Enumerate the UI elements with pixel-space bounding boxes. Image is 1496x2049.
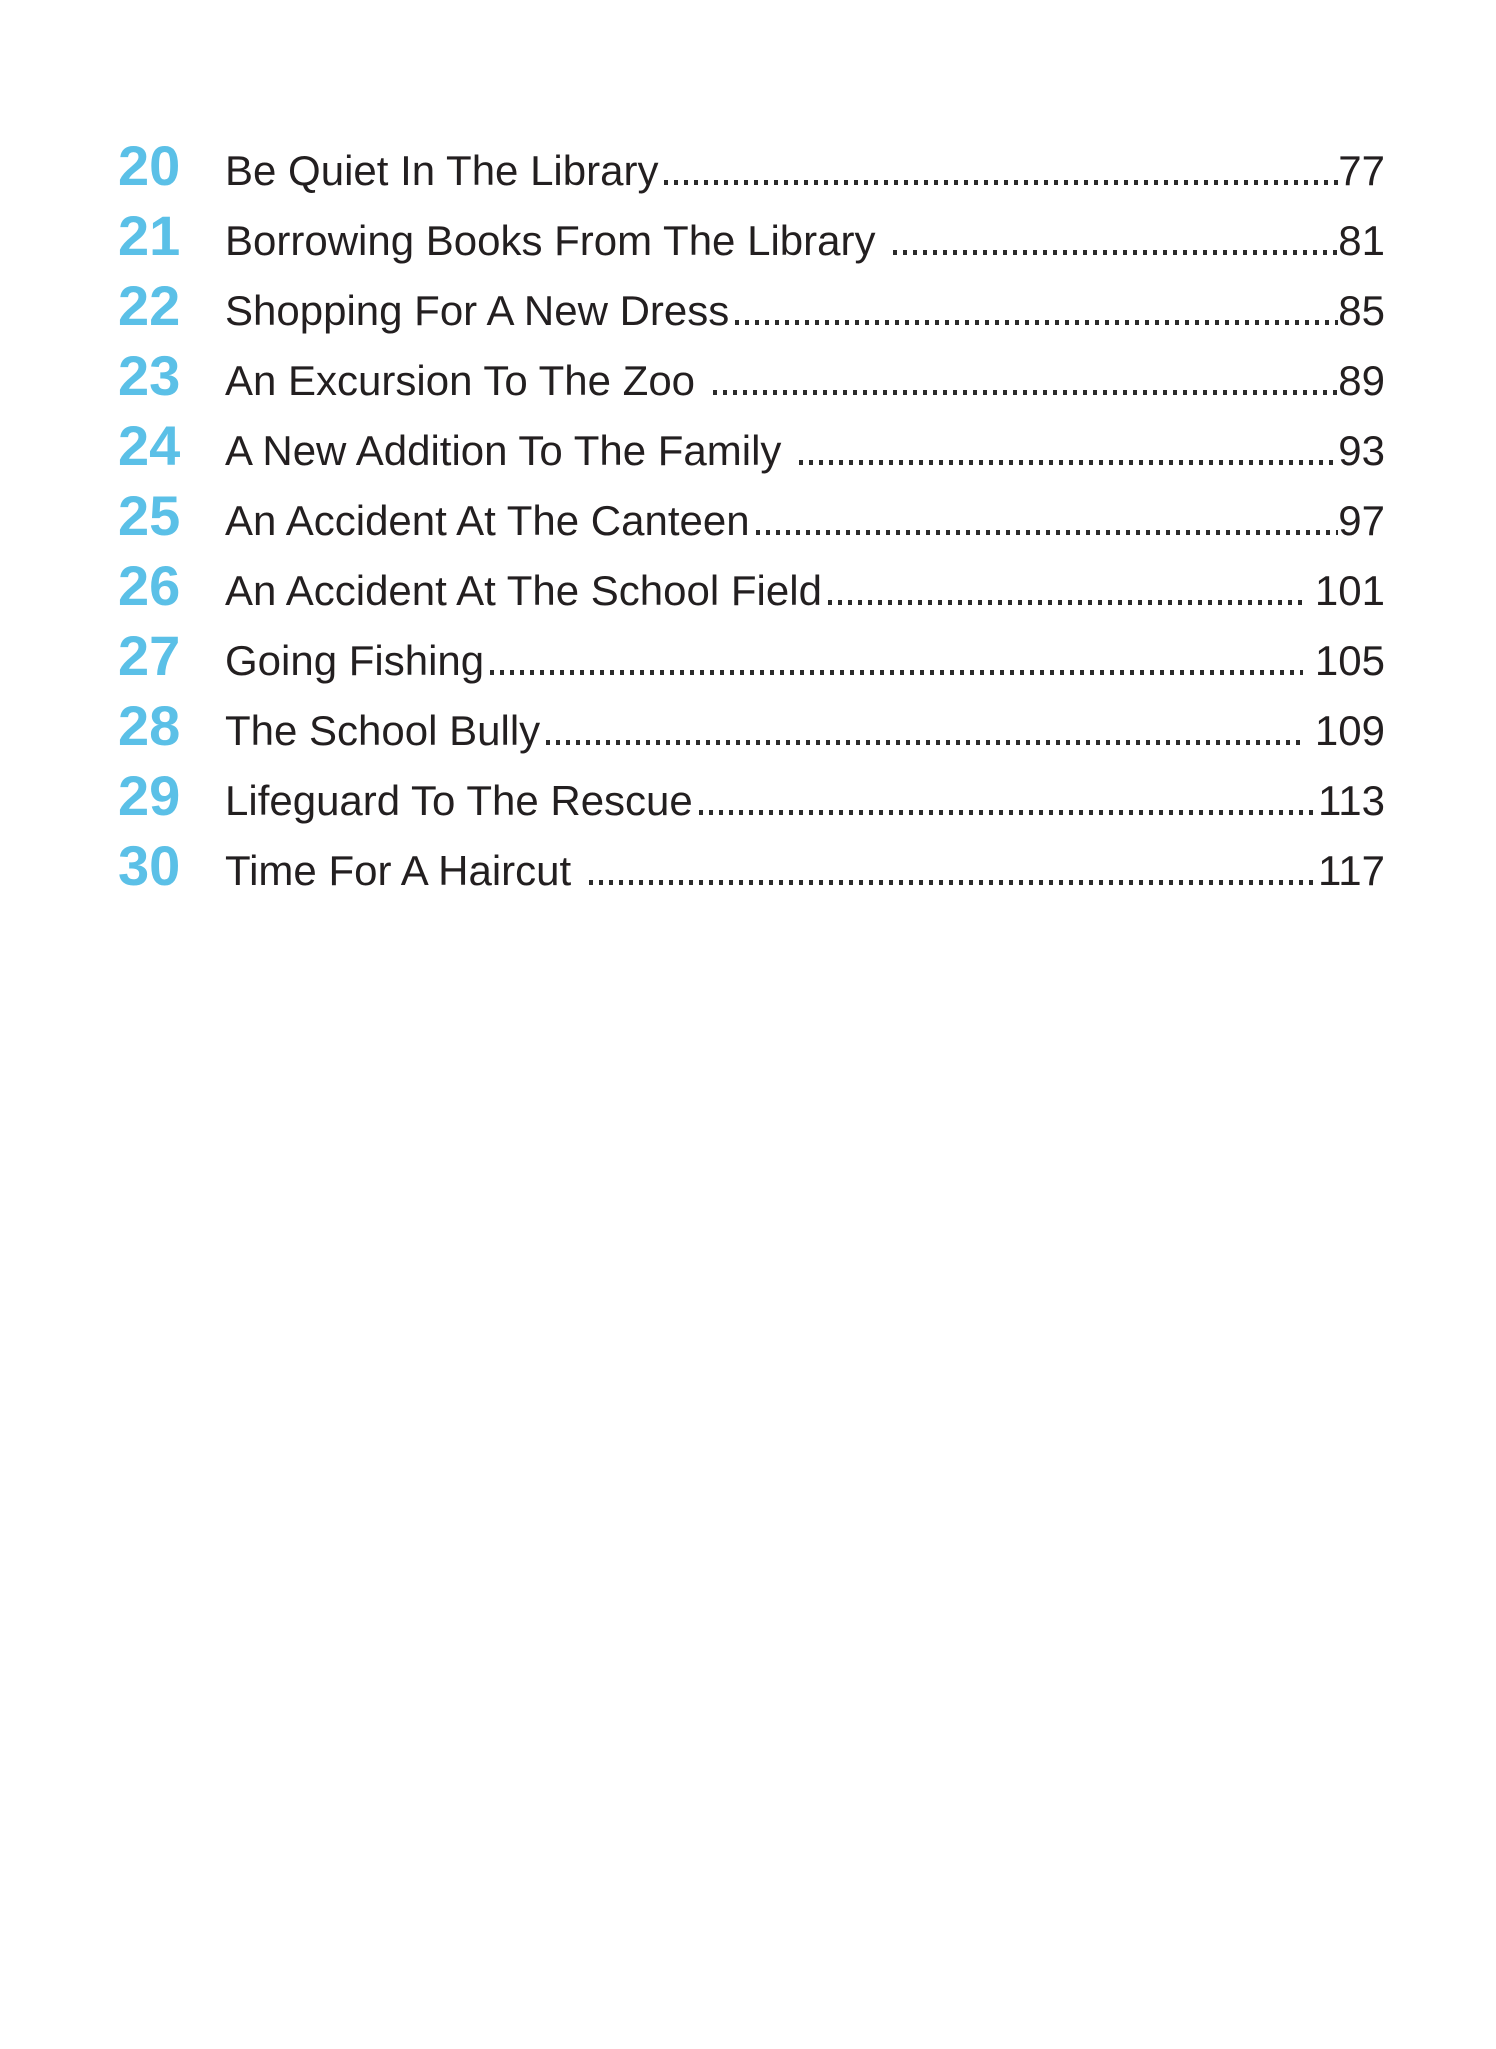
dot-leader xyxy=(828,600,1303,605)
toc-entry xyxy=(118,408,1385,478)
dot-leader xyxy=(799,460,1338,465)
chapter-number: 23 xyxy=(118,344,181,407)
chapter-number: 25 xyxy=(118,484,181,547)
chapter-number: 28 xyxy=(118,694,181,757)
toc-entry xyxy=(118,198,1385,268)
toc-entry xyxy=(118,268,1385,338)
chapter-number: 30 xyxy=(118,834,181,897)
chapter-title: An Accident At The School Field xyxy=(225,567,822,614)
dot-leader xyxy=(735,320,1338,325)
dot-leader xyxy=(664,180,1338,185)
chapter-number: 22 xyxy=(118,274,181,337)
chapter-number: 21 xyxy=(118,204,181,267)
chapter-title: Shopping For A New Dress xyxy=(225,287,730,334)
toc-entry xyxy=(118,128,1385,198)
toc-entry xyxy=(118,478,1385,548)
toc-entry xyxy=(118,338,1385,408)
chapter-number: 24 xyxy=(118,414,181,477)
page-number: 77 xyxy=(1338,147,1385,194)
page-number: 105 xyxy=(1303,637,1385,684)
chapter-title: Borrowing Books From The Library xyxy=(225,217,888,264)
page-number: 85 xyxy=(1338,287,1385,334)
dot-leader xyxy=(589,880,1318,885)
chapter-number: 27 xyxy=(118,624,181,687)
toc-entry xyxy=(118,548,1385,618)
chapter-title: Lifeguard To The Rescue xyxy=(225,777,693,824)
dot-leader xyxy=(713,390,1339,395)
page-number: 81 xyxy=(1338,217,1385,264)
chapter-title: An Accident At The Canteen xyxy=(225,497,750,544)
page-number: 89 xyxy=(1338,357,1385,404)
chapter-title: A New Addition To The Family xyxy=(225,427,794,474)
dot-leader xyxy=(699,810,1318,815)
dot-leader xyxy=(756,530,1339,535)
page-number: 109 xyxy=(1303,707,1385,754)
chapter-title: Be Quiet In The Library xyxy=(225,147,659,194)
chapter-number: 20 xyxy=(118,134,181,197)
toc-list xyxy=(118,128,1385,898)
page-number: 97 xyxy=(1338,497,1385,544)
dot-leader xyxy=(490,670,1303,675)
chapter-title: The School Bully xyxy=(225,707,541,754)
page-number: 113 xyxy=(1318,777,1385,824)
chapter-number: 29 xyxy=(118,764,181,827)
chapter-title: Time For A Haircut xyxy=(225,847,583,894)
chapter-number: 26 xyxy=(118,554,181,617)
toc-entry xyxy=(118,828,1385,898)
chapter-title: Going Fishing xyxy=(225,637,485,684)
toc-entry xyxy=(118,758,1385,828)
toc-entry xyxy=(118,688,1385,758)
page-number: 93 xyxy=(1338,427,1385,474)
page-number: 117 xyxy=(1318,847,1385,894)
toc-entry xyxy=(118,618,1385,688)
page-number: 101 xyxy=(1303,567,1385,614)
dot-leader xyxy=(893,250,1338,255)
dot-leader xyxy=(546,740,1303,745)
chapter-title: An Excursion To The Zoo xyxy=(225,357,707,404)
